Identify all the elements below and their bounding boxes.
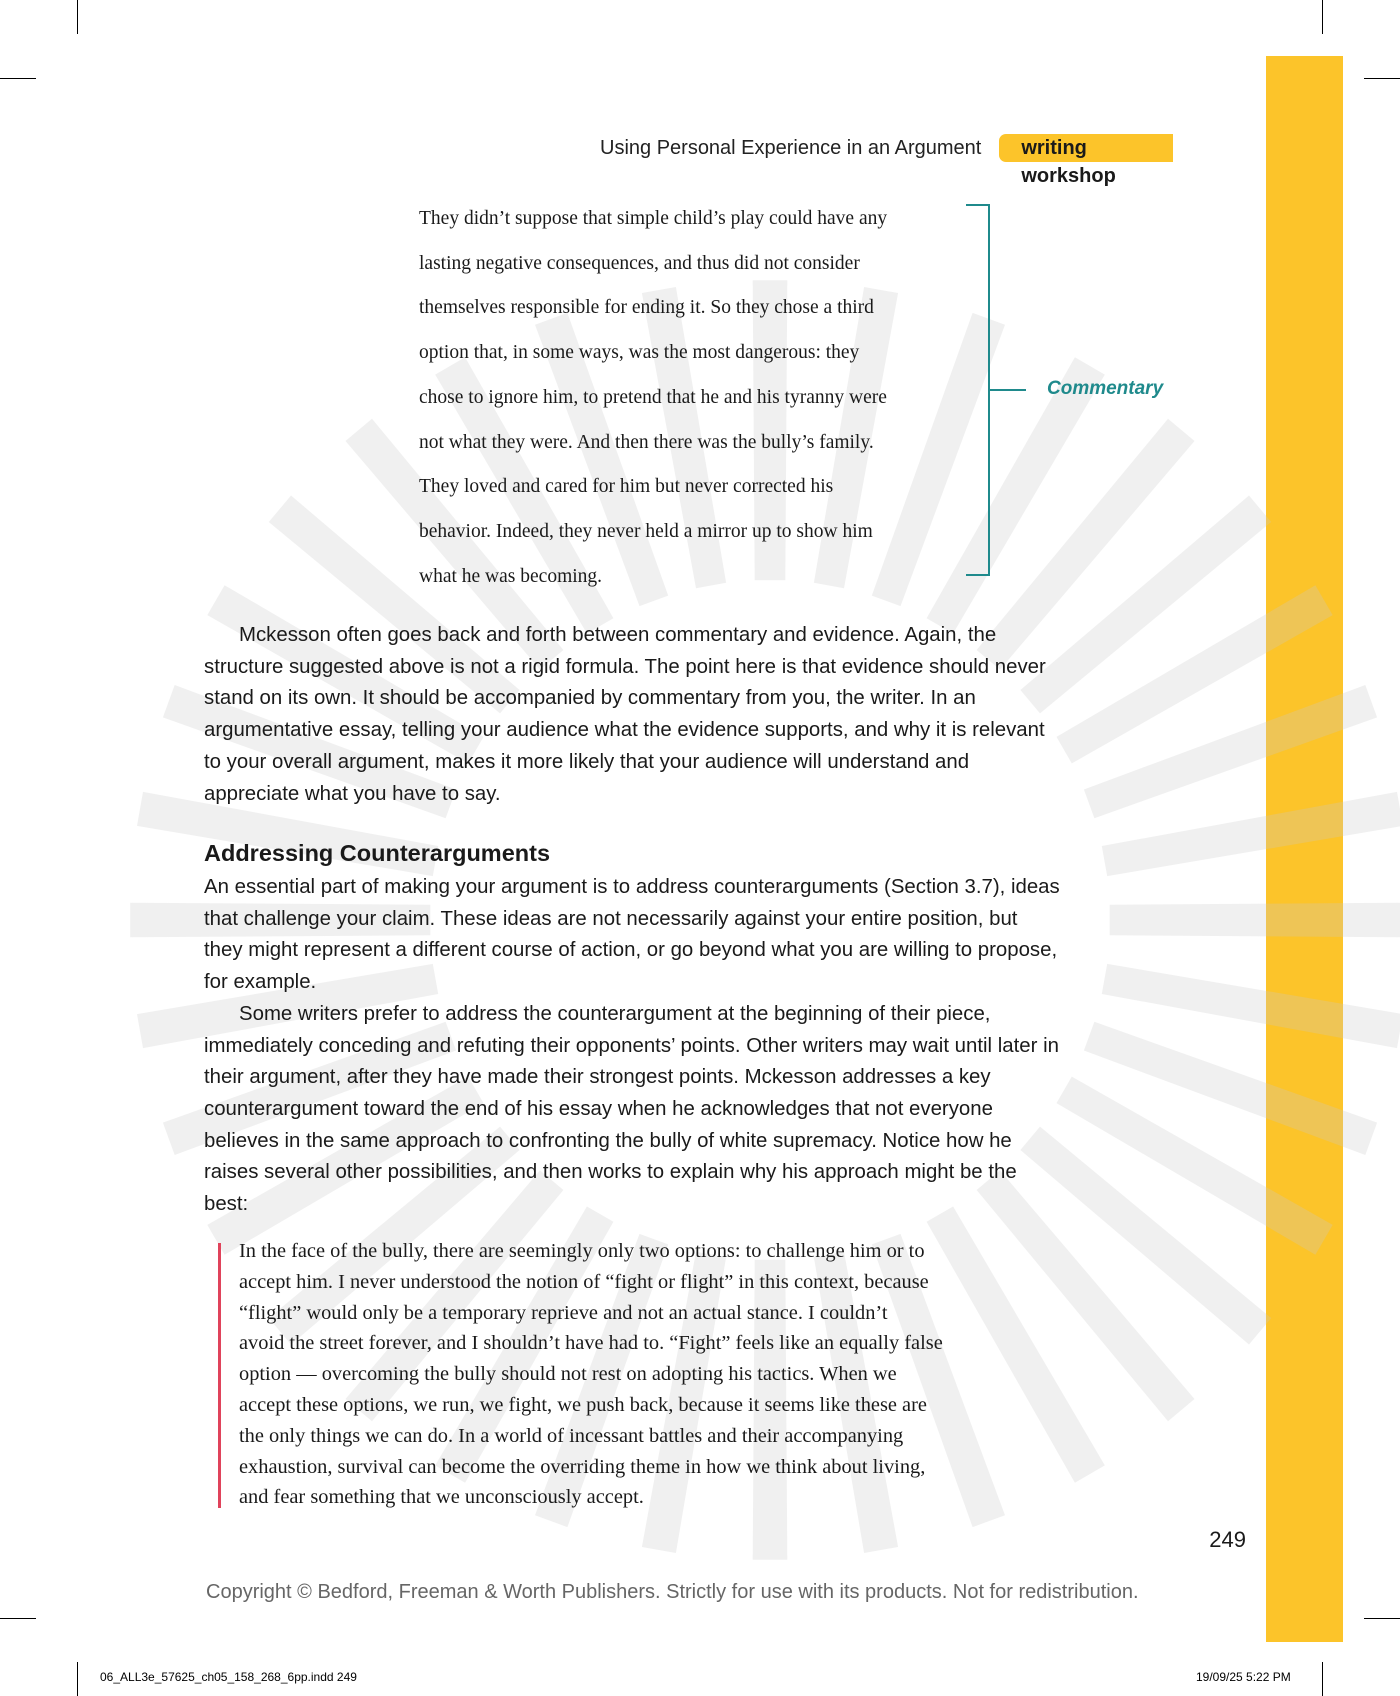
excerpt-line: lasting negative consequences, and thus did not consider	[419, 252, 860, 274]
chapter-sidebar	[1266, 56, 1343, 1642]
running-header-title: Using Personal Experience in an Argument	[600, 136, 982, 159]
quote-line: the only things we can do. In a world of incessant battles and their accompanying	[239, 1424, 904, 1447]
watermark-ray	[1102, 792, 1400, 876]
quote-line: accept him. I never understood the notion of “fight or flight” in this context, because	[239, 1270, 929, 1293]
excerpt-line: chose to ignore him, to pretend that he and his tyranny were	[419, 386, 887, 408]
page-number: 249	[1209, 1527, 1246, 1552]
excerpt-line: behavior. Indeed, they never held a mirror up to show him	[419, 520, 873, 542]
quote-line: “flight” would only be a temporary reprieve and not an actual stance. I couldn’t	[239, 1301, 888, 1324]
watermark-ray	[1102, 964, 1400, 1048]
quote-line: In the face of the bully, there are seemingly only two options: to challenge him or to	[239, 1240, 925, 1262]
excerpt-line: themselves responsible for ending it. So they chose a third	[419, 297, 874, 319]
excerpt-line: not what they were. And then there was the bully’s family.	[419, 431, 874, 453]
slug-date: 19/09/25 5:22 PM	[1196, 1670, 1291, 1684]
section-paragraphs	[204, 872, 1060, 1221]
quote-bar	[218, 1243, 221, 1508]
crop-mark	[1322, 0, 1323, 34]
excerpt-block	[419, 197, 979, 599]
crop-mark	[77, 1662, 78, 1696]
excerpt-line: what he was becoming.	[419, 565, 603, 587]
excerpt-line: They didn’t suppose that simple child’s play could have any	[419, 208, 888, 229]
crop-mark	[1322, 1662, 1323, 1696]
quote-line: and fear something that we unconsciously accept.	[239, 1486, 644, 1509]
quote-line: avoid the street forever, and I shouldn’t have had to. “Fight” feels like an equally false	[239, 1332, 943, 1355]
commentary-bracket-tick	[990, 389, 1026, 391]
watermark-ray	[1110, 903, 1400, 938]
quote-line: option — overcoming the bully should not rest on adopting his tactics. When we	[239, 1363, 897, 1386]
crop-mark	[0, 1618, 36, 1619]
quote-line: exhaustion, survival can become the overriding theme in how we think about living,	[239, 1455, 926, 1478]
excerpt-line: option that, in some ways, was the most dangerous: they	[419, 342, 860, 364]
commentary-label: Commentary	[1047, 378, 1164, 399]
quote-line: accept these options, we run, we fight, we push back, because it seems like these are	[239, 1393, 927, 1416]
crop-mark	[1364, 78, 1400, 79]
body-paragraph-text: Mckesson often goes back and forth between commentary and evidence. Again, the structure suggested above is not a rigid formula. The point here is that evidence should never stand on its own. It should be accompanied by commentary from you, the writer. In an argumentative essay, telling your audience what the evidence supports, and why it is relevant to your overall argument, makes it more likely that your audience will understand and appreciate what you have to say.	[204, 624, 1046, 805]
running-header	[600, 134, 1173, 187]
crop-mark	[77, 0, 78, 34]
crop-mark	[0, 78, 36, 79]
body-paragraph	[204, 620, 1060, 810]
crop-mark	[1364, 1618, 1400, 1619]
copyright-notice: Copyright © Bedford, Freeman & Worth Publishers. Strictly for use with its products. Not for redistribution.	[206, 1581, 1139, 1603]
commentary-bracket	[966, 204, 990, 576]
excerpt-line: They loved and cared for him but never corrected his	[419, 476, 834, 498]
section-heading: Addressing Counterarguments	[204, 840, 551, 866]
slug-file: 06_ALL3e_57625_ch05_158_268_6pp.indd 249	[100, 1670, 357, 1684]
section-paragraph-1: An essential part of making your argument is to address counterarguments (Section 3.7), ideas that challenge your claim. These ideas are not necessarily against your entire position, but they might represent a different course of action, or go beyond what you are willing to propose, for example.	[204, 876, 1060, 994]
section-paragraph-2: Some writers prefer to address the counterargument at the beginning of their piece, immediately conceding and refuting their opponents’ points. Other writers may wait until later in their argument, after they have made their strongest points. Mckesson addresses a key counterargument toward the end of his essay when he acknowledges that not everyone believes in the same approach to confronting the bully of white supremacy. Notice how he raises several other possibilities, and then works to explain why his approach might be the best:	[204, 1002, 1059, 1216]
running-header-tab: writing workshop	[999, 134, 1173, 162]
block-quote	[239, 1236, 1039, 1513]
